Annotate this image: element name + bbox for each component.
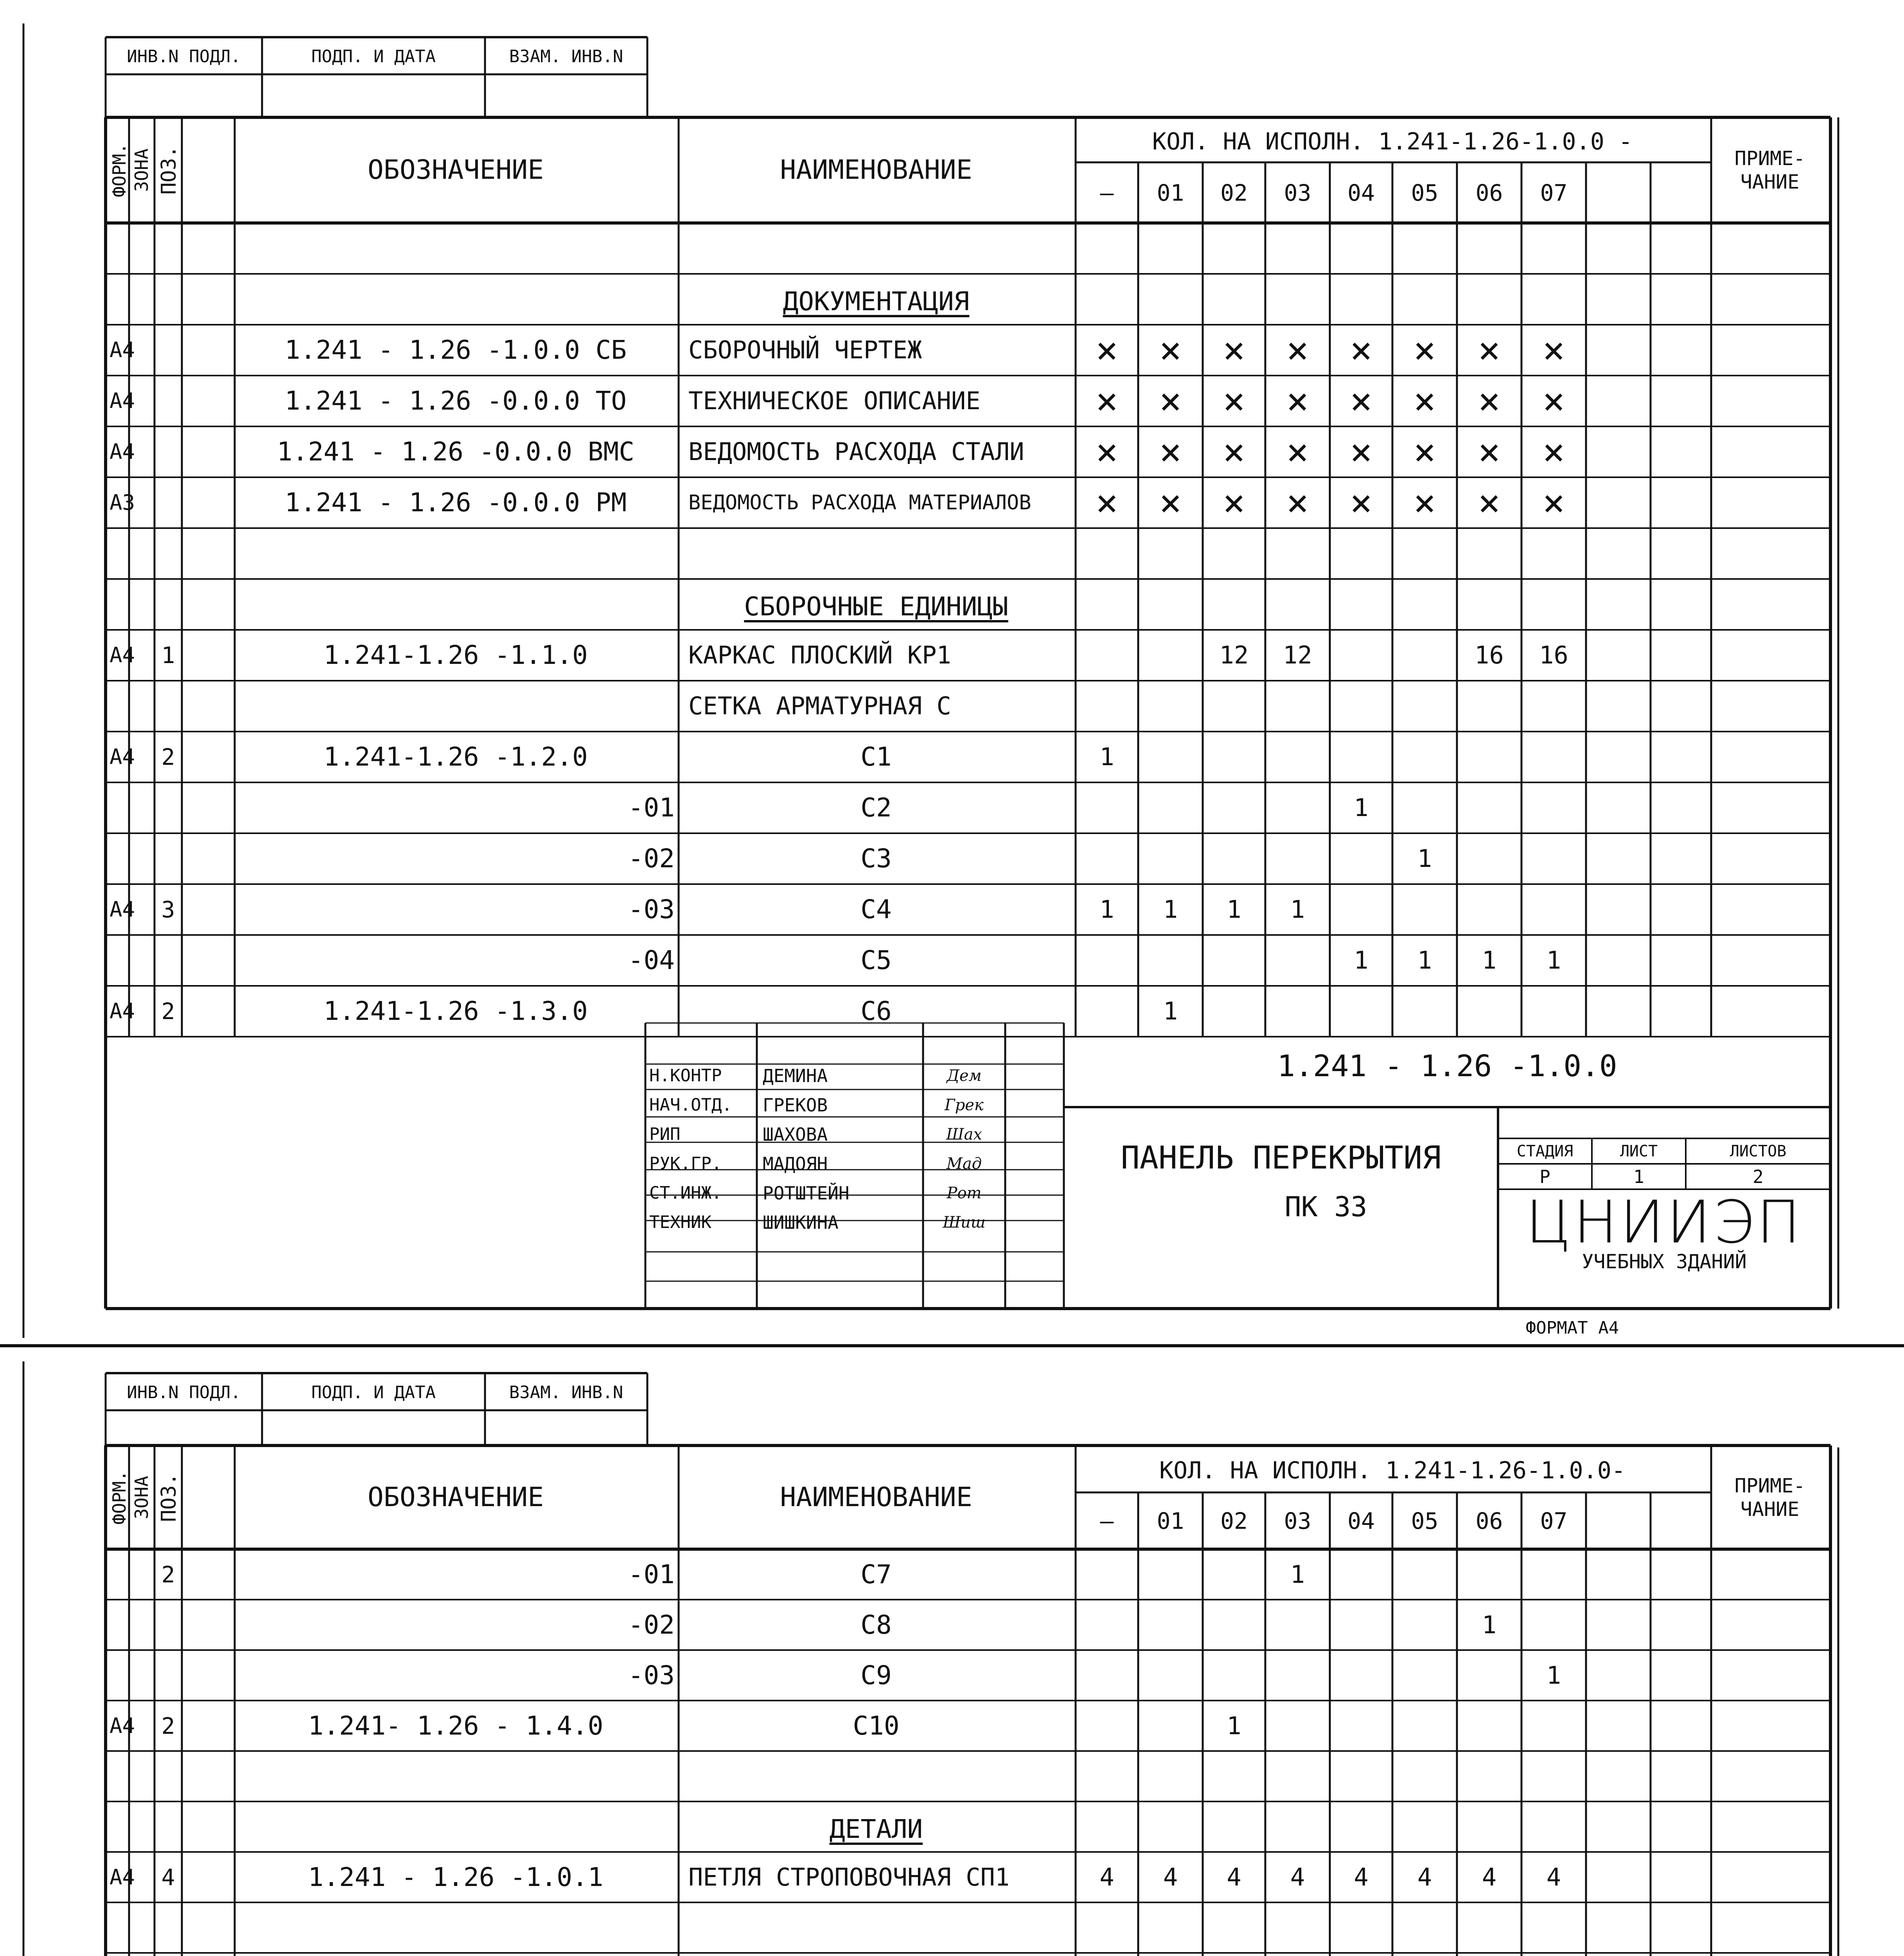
column-header-note: ПРИМЕ- ЧАНИЕ (1734, 147, 1805, 193)
row-name-cell: С8 (860, 1609, 892, 1640)
quantity-cell: 1 (1354, 946, 1369, 974)
execution-column-header: 06 (1475, 1507, 1503, 1534)
row-name-cell: ВЕДОМОСТЬ РАСХОДА СТАЛИ (688, 437, 1024, 466)
section-heading: ДЕТАЛИ (829, 1814, 923, 1844)
quantity-cell: × (1413, 379, 1436, 423)
execution-column-header: 05 (1411, 179, 1439, 206)
row-format-cell: А4 (110, 897, 135, 922)
execution-column-header: 06 (1475, 179, 1503, 206)
column-header-position: ПОЗ. (157, 1472, 181, 1522)
row-designation-cell: 1.241-1.26 -1.3.0 (323, 996, 588, 1026)
quantity-cell: 1 (1163, 997, 1178, 1025)
quantity-cell: 1 (1290, 895, 1305, 924)
row-name-cell: С10 (853, 1710, 900, 1741)
quantity-cell: 1 (1417, 946, 1432, 974)
quantity-cell: × (1159, 379, 1182, 423)
column-header-quantity: КОЛ. НА ИСПОЛН. 1.241-1.26-1.0.0- (1159, 1457, 1626, 1484)
column-header-designation: ОБОЗНАЧЕНИЕ (367, 155, 544, 185)
signature-mark: Шах (946, 1125, 983, 1143)
stamp-header-cell: ИНВ.N ПОДЛ. (127, 1383, 241, 1402)
quantity-cell: × (1478, 379, 1501, 423)
organization-name: ЦНИИЭП (1525, 1188, 1803, 1257)
quantity-cell: × (1223, 328, 1245, 372)
quantity-cell: 4 (1354, 1863, 1369, 1891)
drawing-title: ПАНЕЛЬ ПЕРЕКРЫТИЯ (1121, 1140, 1441, 1176)
stage-value: Р (1539, 1166, 1550, 1187)
row-format-cell: А4 (110, 643, 135, 667)
quantity-cell: 1 (1482, 1610, 1497, 1639)
row-name-cell: С9 (860, 1660, 892, 1690)
execution-column-header: 03 (1284, 179, 1311, 206)
row-designation-cell: 1.241 - 1.26 -0.0.0 ВМС (277, 437, 634, 467)
quantity-cell: × (1096, 430, 1118, 474)
quantity-cell: × (1478, 481, 1501, 525)
quantity-cell: × (1286, 481, 1309, 525)
sheets-value: 2 (1753, 1166, 1764, 1187)
row-format-cell: А3 (110, 490, 135, 515)
row-position-cell: 2 (161, 1561, 175, 1588)
signature-role: ТЕХНИК (649, 1212, 711, 1232)
column-header-position: ПОЗ. (157, 146, 181, 195)
quantity-cell: 1 (1417, 844, 1432, 873)
quantity-cell: 12 (1219, 641, 1249, 669)
execution-column-header: 02 (1220, 179, 1248, 206)
quantity-cell: × (1413, 328, 1436, 372)
execution-column-header: — (1100, 1507, 1114, 1534)
quantity-cell: 4 (1482, 1863, 1497, 1891)
signature-name: МАДОЯН (763, 1153, 828, 1174)
row-position-cell: 2 (161, 744, 175, 770)
quantity-cell: × (1350, 328, 1372, 372)
row-designation-cell: -02 (628, 843, 675, 874)
row-position-cell: 3 (161, 896, 175, 923)
row-designation-cell: 1.241 - 1.26 -0.0.0 РМ (284, 487, 627, 518)
quantity-cell: × (1159, 481, 1182, 525)
organization-subtitle: УЧЕБНЫХ ЗДАНИЙ (1582, 1250, 1747, 1273)
row-designation-cell: -01 (628, 793, 675, 823)
column-header-designation: ОБОЗНАЧЕНИЕ (367, 1481, 544, 1513)
quantity-cell: 1 (1227, 1711, 1241, 1740)
sheets-label: ЛИСТОВ (1730, 1142, 1787, 1160)
stamp-header-cell: ВЗАМ. ИНВ.N (509, 47, 623, 67)
row-designation-cell: 1.241- 1.26 - 1.4.0 (308, 1710, 604, 1741)
signature-name: РОТШТЕЙН (763, 1183, 850, 1204)
execution-column-header: 01 (1157, 1507, 1184, 1534)
row-format-cell: А4 (110, 1864, 135, 1889)
quantity-cell: × (1542, 379, 1565, 423)
quantity-cell: 4 (1290, 1863, 1305, 1891)
signature-mark: Грек (945, 1096, 984, 1114)
execution-column-header: 05 (1411, 1507, 1439, 1534)
signature-mark: Шиш (943, 1214, 986, 1231)
section-heading: ДОКУМЕНТАЦИЯ (783, 286, 970, 316)
signature-role: РИП (649, 1124, 681, 1144)
stamp-header-cell: ПОДП. И ДАТА (311, 1383, 436, 1402)
row-designation-cell: -03 (628, 894, 675, 924)
row-name-cell: СЕТКА АРМАТУРНАЯ С (688, 692, 951, 720)
row-name-cell: ВЕДОМОСТЬ РАСХОДА МАТЕРИАЛОВ (688, 491, 1031, 514)
quantity-cell: 16 (1475, 641, 1504, 669)
row-name-cell: КАРКАС ПЛОСКИЙ КР1 (688, 641, 951, 669)
row-designation-cell: 1.241 - 1.26 -1.0.1 (308, 1862, 604, 1892)
quantity-cell: × (1159, 430, 1182, 474)
row-name-cell: С2 (860, 793, 892, 823)
column-header-quantity: КОЛ. НА ИСПОЛН. 1.241-1.26-1.0.0 - (1152, 128, 1633, 155)
row-name-cell: СБОРОЧНЫЙ ЧЕРТЕЖ (688, 336, 922, 364)
column-header-format: ФОРМ. (109, 143, 130, 198)
quantity-cell: 1 (1099, 742, 1114, 771)
quantity-cell: × (1413, 430, 1436, 474)
stamp-header-cell: ПОДП. И ДАТА (311, 47, 436, 67)
quantity-cell: × (1413, 481, 1436, 525)
row-name-cell: С6 (860, 996, 892, 1026)
row-designation-cell: 1.241-1.26 -1.2.0 (323, 742, 588, 772)
quantity-cell: 1 (1482, 946, 1497, 974)
quantity-cell: 1 (1163, 895, 1178, 924)
row-format-cell: А4 (110, 388, 135, 413)
column-header-zone: ЗОНА (131, 148, 152, 192)
signature-role: СТ.ИНЖ. (649, 1183, 722, 1203)
quantity-cell: × (1478, 430, 1501, 474)
quantity-cell: 1 (1354, 793, 1369, 822)
row-name-cell: ПЕТЛЯ СТРОПОВОЧНАЯ СП1 (688, 1863, 1010, 1891)
quantity-cell: × (1478, 328, 1501, 372)
row-name-cell: С1 (860, 742, 892, 772)
quantity-cell: × (1286, 328, 1309, 372)
quantity-cell: 1 (1227, 895, 1241, 924)
quantity-cell: × (1286, 379, 1309, 423)
quantity-cell: 4 (1099, 1863, 1114, 1891)
quantity-cell: 12 (1283, 641, 1312, 669)
execution-column-header: 04 (1347, 179, 1375, 206)
column-header-name: НАИМЕНОВАНИЕ (780, 155, 972, 185)
quantity-cell: × (1223, 379, 1245, 423)
signature-name: ДЕМИНА (763, 1065, 828, 1086)
sheet-value: 1 (1633, 1166, 1644, 1187)
quantity-cell: 1 (1546, 1661, 1561, 1690)
execution-column-header: 03 (1284, 1507, 1311, 1534)
document-number: 1.241 - 1.26 -1.0.0 (1277, 1048, 1617, 1083)
quantity-cell: × (1223, 430, 1245, 474)
quantity-cell: × (1350, 481, 1372, 525)
signature-role: НАЧ.ОТД. (649, 1095, 732, 1115)
quantity-cell: × (1542, 481, 1565, 525)
column-header-name: НАИМЕНОВАНИЕ (780, 1481, 972, 1513)
execution-column-header: 01 (1157, 179, 1184, 206)
execution-column-header: 07 (1540, 179, 1568, 206)
row-format-cell: А4 (110, 338, 135, 362)
column-header-note: ПРИМЕ- ЧАНИЕ (1734, 1474, 1805, 1521)
row-name-cell: С4 (860, 894, 892, 924)
stamp-header-cell: ИНВ.N ПОДЛ. (127, 47, 241, 67)
row-designation-cell: -04 (628, 945, 675, 975)
quantity-cell: × (1286, 430, 1309, 474)
quantity-cell: 16 (1539, 641, 1568, 669)
sheet-format-label: ФОРМАТ А4 (1525, 1318, 1619, 1338)
row-designation-cell: 1.241 - 1.26 -0.0.0 ТО (284, 386, 627, 416)
quantity-cell: × (1223, 481, 1245, 525)
row-designation-cell: 1.241 - 1.26 -1.0.0 СБ (284, 335, 627, 365)
signature-role: Н.КОНТР (649, 1066, 722, 1086)
section-heading: СБОРОЧНЫЕ ЕДИНИЦЫ (744, 591, 1008, 622)
column-header-format: ФОРМ. (109, 1470, 130, 1525)
quantity-cell: × (1096, 379, 1118, 423)
row-format-cell: А4 (110, 999, 135, 1023)
quantity-cell: × (1159, 328, 1182, 372)
execution-column-header: — (1100, 179, 1114, 206)
execution-column-header: 07 (1540, 1507, 1568, 1534)
row-name-cell: С7 (860, 1559, 892, 1589)
row-designation-cell: -03 (628, 1660, 675, 1690)
row-position-cell: 2 (161, 1712, 175, 1739)
signature-name: ШИШКИНА (763, 1212, 839, 1233)
row-name-cell: С3 (860, 843, 892, 874)
row-name-cell: ТЕХНИЧЕСКОЕ ОПИСАНИЕ (688, 387, 981, 415)
quantity-cell: 4 (1227, 1863, 1241, 1891)
quantity-cell: × (1542, 430, 1565, 474)
quantity-cell: 1 (1290, 1560, 1305, 1589)
quantity-cell: × (1350, 379, 1372, 423)
quantity-cell: 4 (1546, 1863, 1561, 1891)
signature-name: ГРЕКОВ (763, 1095, 828, 1116)
quantity-cell: 4 (1417, 1863, 1432, 1891)
quantity-cell: × (1542, 328, 1565, 372)
row-format-cell: А4 (110, 744, 135, 769)
row-designation-cell: 1.241-1.26 -1.1.0 (323, 640, 588, 670)
execution-column-header: 02 (1220, 1507, 1248, 1534)
signature-mark: Рот (947, 1184, 982, 1202)
quantity-cell: × (1096, 328, 1118, 372)
stage-label: СТАДИЯ (1516, 1142, 1573, 1160)
quantity-cell: × (1350, 430, 1372, 474)
drawing-title-code: ПК 33 (1284, 1191, 1367, 1223)
stamp-header-cell: ВЗАМ. ИНВ.N (509, 1383, 623, 1402)
row-position-cell: 2 (161, 998, 175, 1025)
quantity-cell: 4 (1163, 1863, 1178, 1891)
row-position-cell: 1 (161, 642, 175, 669)
row-position-cell: 4 (161, 1864, 175, 1891)
row-designation-cell: -01 (628, 1559, 675, 1589)
quantity-cell: 1 (1546, 946, 1561, 974)
signature-role: РУК.ГР. (649, 1154, 722, 1174)
column-header-zone: ЗОНА (131, 1476, 152, 1519)
signature-name: ШАХОВА (763, 1124, 828, 1145)
row-designation-cell: -02 (628, 1609, 675, 1640)
quantity-cell: 1 (1099, 895, 1114, 924)
quantity-cell: × (1096, 481, 1118, 525)
row-name-cell: С5 (860, 945, 892, 975)
signature-mark: Дем (947, 1067, 982, 1085)
sheet-label: ЛИСТ (1620, 1142, 1658, 1160)
row-format-cell: А4 (110, 439, 135, 464)
row-format-cell: А4 (110, 1713, 135, 1738)
execution-column-header: 04 (1347, 1507, 1375, 1534)
signature-mark: Мад (946, 1155, 982, 1173)
